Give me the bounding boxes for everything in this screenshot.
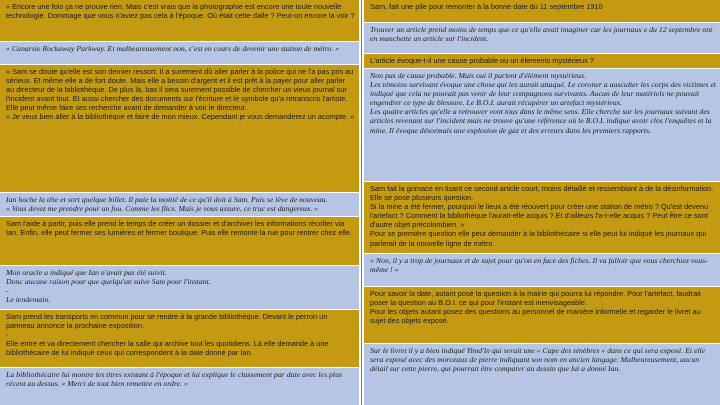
paragraph: Pour se première question elle peut demander à la bibliothécaire si elle peut lui indiqué les journaux qui parlerait de la nouvelle ligne de métro. [370,229,706,248]
paragraph: Sam fait la grimace en lisant ce second article court, moins détaillé et ressemblant à de la désinformation. Elle se pose plusieurs question. [370,184,714,203]
text-block [0,310,359,367]
paragraph: Pour les objets autant posez des questions au personnel de manière informelle et regarder le livret au sujet des objets exposé. [370,307,701,326]
paragraph: Sur le livret il y a bien indiqué Yimd'ln qui serait une « Cape des ténèbres » dans ce qui sera exposé. Et elle sera exposé avec des morceaux de pierre indiquant son nom en ancien langage. Malheureusement, aucun détail sur cette pierre, qui pourrait être comparer au dessin que lui a donné Ian. [370,346,706,374]
paragraph: Non pas de cause probable. Mais oui il parlent d'élément mystérieux. [370,71,587,80]
text-block [364,54,720,68]
text-block [364,287,720,343]
paragraph: Les témoins survivant évoque une chose qui les aurait attaqué. Le coroner a ausculter les corps des victimes et indiqué que cela ne pouvait pas venir de leur compagnons survivants. Aucun de leur matériels ne pouvait engendrer ce type de blessure. Le B.O.I. aurait récupérer un artefact mystérieux. [370,80,716,108]
paragraph: Le lendemain. [6,295,51,305]
text-block [364,254,720,286]
paragraph: Sam l'aide à partir, puis elle prend le temps de créer un dossier et d'archiver les informations récolter via Ian. Enfin, elle peut fermer ses lumières et fermer boutique. Puis elle remonte la rue pour rentrer chez elle. [6,219,352,238]
paragraph: Elle entre et va directement chercher la salle qui archive tout les quotidiens. Là elle demande à une bibliothécaire de lui indiqué ceux qui correspondent à la date donné par Ian. [6,339,329,358]
paragraph: Sam, fait une pile pour remonter à la bonne date du 11 septembre 1910 [370,2,603,11]
paragraph: Trouver un article prend moins de temps que ce qu'elle avait imaginer car les journaux e du 12 septembre ont en manchette un article sur l'incident. [370,25,713,44]
paragraph: « Encore une fois ça ne prouve rien. Mais c'est vrais que la photographie est encore une toute nouvelle technologie. Dommage que vous n'aviez pas cela à l'époque. Où était cette dalle ? Peut-on encore la voir ? [6,2,355,21]
text-block [364,182,720,253]
paragraph: L'article évoque-t-il une cause probable ou un élements mystérieux ? [370,56,594,65]
text-block [364,344,720,405]
paragraph: - [6,286,9,296]
text-block [364,23,720,53]
text-block [0,193,359,216]
text-block [0,65,359,192]
paragraph: Mon oracle a indiqué que Ian n'avait pas été suivit. [6,268,167,277]
paragraph: « Vous devez me prendre pour un fou. Comme les flics. Mais je vous assure, ce truc est dangereux. » [6,204,319,214]
paragraph: « Je veux bien aller à la bibliothèque et faire de mon mieux. Cependant je vous demanderez un acompte. » [6,112,355,122]
paragraph: Ian hoche la tête et sort quelque billet. Il paie la moitié de ce qu'il doit à Sam. Puis se lève de nouveau. [6,195,328,204]
paragraph: Les quatre articles qu'elle a retrouver vont tous dans le même sens. Elle cherche sur les journaux suivant des articles revenant sur l'incident mais ne trouve qu'une référence où le B.O.I. indique avoir clos l'enquêtes et la mine. Il évoque désormais une explosion de gaz et des erreurs dans les premiers rapports. [370,107,712,135]
paragraph: - [6,330,9,340]
text-block [0,266,359,309]
column-divider [361,0,362,405]
paragraph: Pour savoir la date, autant posé la question à la mairie qui pourra lui répondre. Pour l'artefact, faudrait poser la question au B.O.I. ce qui pour l'instant est inenvisageable. [370,289,701,308]
paragraph: La bibliothécaire lui montre les titres existant à l'époque et lui explique le classement par date avec les plus récent au dessus. « Merci de tout bien remettre en ordre. » [6,370,342,389]
paragraph: « Canarsie Rockaway Parkway. Et malheureusement non, c'est en cours de devenir une station de métro. » [6,44,340,53]
paragraph: Si la mine a été fermer, pourquoi le lieux a été réouvert pour créer une station de métro ? Qu'est devenu l'artefact ? Comment la bibliothèque l'aurait-elle acquis ? Et d'ailleurs l'a-t-elle acquis ? Peut être ce sont d'autre objet précolombien. » [370,202,709,230]
text-block [364,69,720,181]
text-block [0,368,359,405]
paragraph: Sam prend les transports en commun pour se rendre à la grande bibliothèque. Devant le perron un panneau annonce la prochaine exposition. [6,312,328,331]
text-block [0,0,359,41]
text-block [0,217,359,265]
text-block [0,42,359,64]
text-block [364,0,720,22]
paragraph: Donc aucune raison pour que quelqu'un suive Sam pour l'instant. [6,277,211,287]
paragraph: « Non, il y a trop de journaux et de sujet pour qu'on en face des fiches. Il va falloir que vous cherchiez vous-même ! » [370,256,708,275]
paragraph: « Sam se doute qu'elle est son dernier ressort. Il a surement dû aller parler à la police qui ne l'a pas pris au sérieux. Et même elle a de fort doute. Mais elle a besoin d'argent et il est prêt à la payer pour aller parler au directeur de la bibliothèque. De plus là, bas il sera surement possible de chercher un vieux journal sur l'incident avant tout. Et aussi chercher des documents sur l'écriture et le symbole qu'a retranscris l'artiste. Elle peut même faire ses recherche avant de demander à voir le directeur. [6,67,354,113]
